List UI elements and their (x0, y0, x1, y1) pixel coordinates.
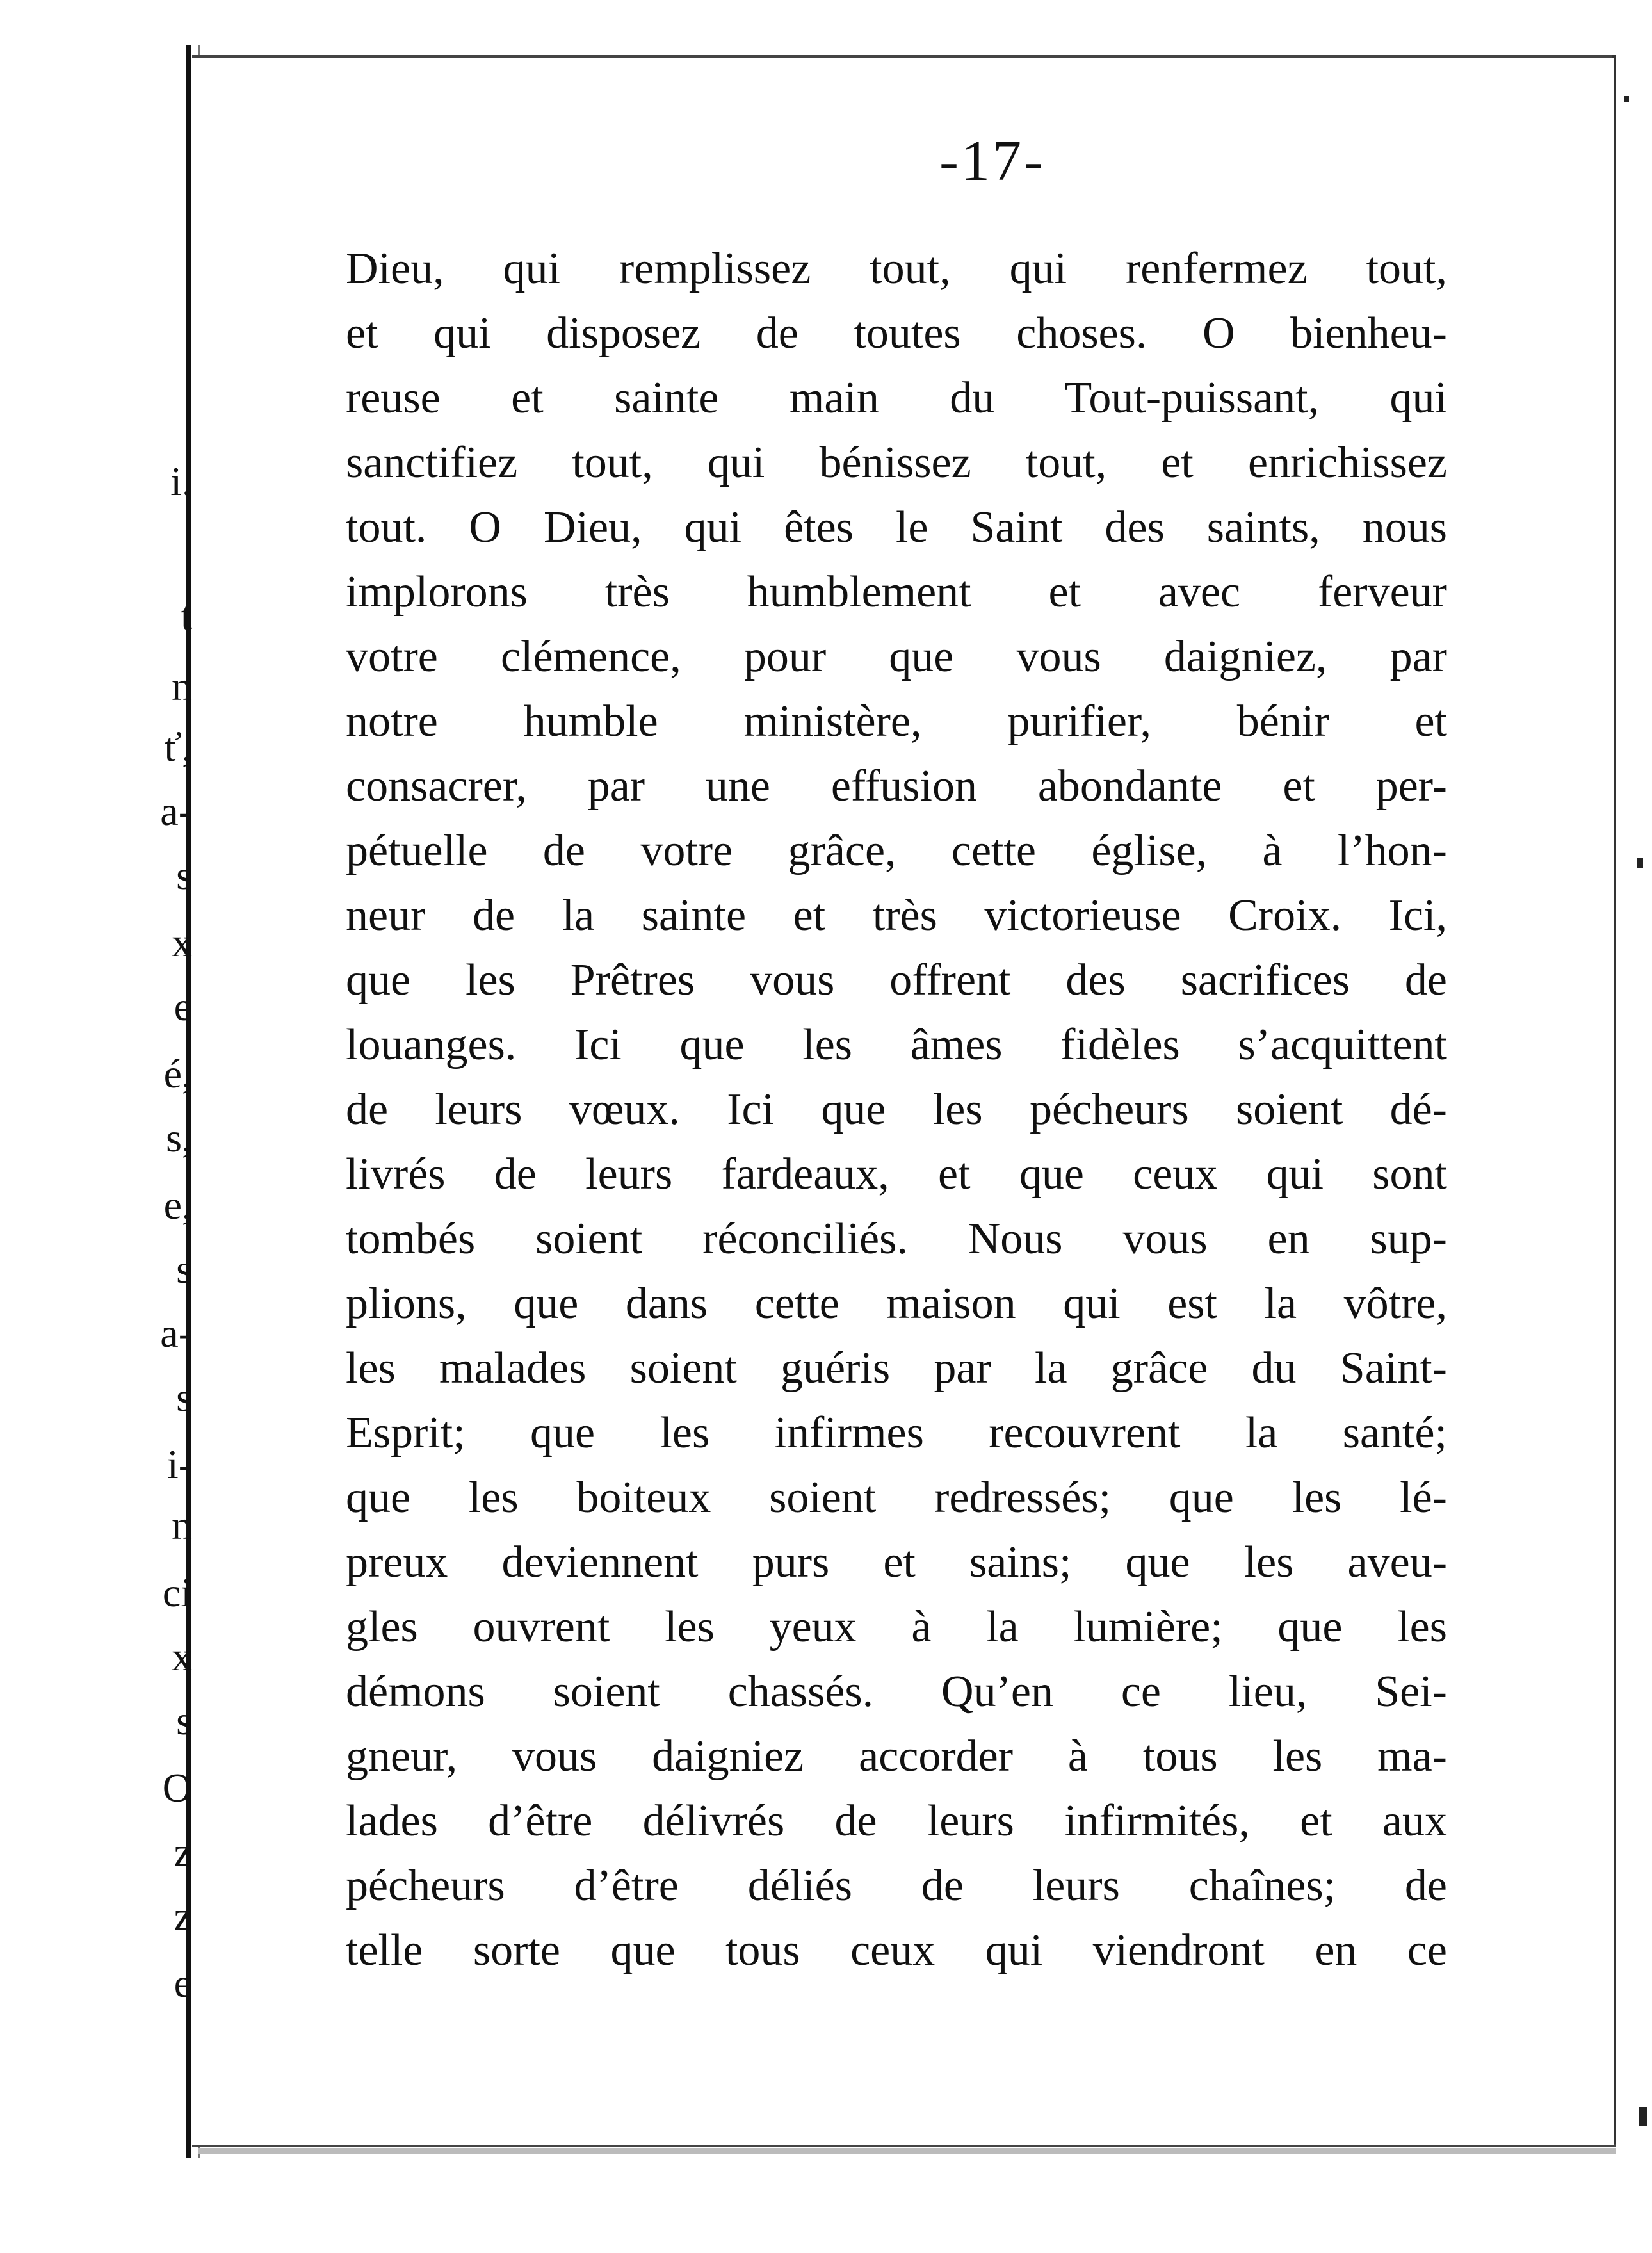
text-line-content: gles ouvrent les yeux à la lumière; que les (346, 1602, 1447, 1652)
text-line (346, 1078, 1447, 1143)
text-line (346, 625, 1447, 690)
fragment-glyph: x (172, 1634, 192, 1679)
fragment-glyph: n (172, 663, 192, 709)
fragment-glyph: n (172, 1502, 192, 1548)
fragment-glyph: a- (160, 1310, 192, 1356)
corner-mark (1639, 2107, 1647, 2126)
text-line (346, 366, 1447, 431)
text-line-content: et qui disposez de toutes choses. O bienheu- (346, 309, 1447, 358)
text-line-content: consacrer, par une effusion abondante et per- (346, 761, 1447, 811)
fragment-glyph: s (176, 1246, 192, 1292)
text-line-content: les malades soient guéris par la grâce du Saint- (346, 1344, 1447, 1393)
text-line-content: telle sorte que tous ceux qui viendront en ce (346, 1926, 1447, 1975)
text-line-content: louanges. Ici que les âmes fidèles s’acquittent (346, 1020, 1447, 1070)
corner-mark (1637, 858, 1643, 868)
text-line-content: pétuelle de votre grâce, cette église, à l’hon- (346, 826, 1447, 875)
text-line-content: sanctifiez tout, qui bénissez tout, et enrichissez (346, 438, 1447, 487)
text-line (346, 1595, 1447, 1660)
text-line (346, 1207, 1447, 1272)
text-line (346, 948, 1447, 1013)
text-line-content: que les Prêtres vous offrent des sacrifices de (346, 956, 1447, 1005)
fragment-glyph: e (174, 1960, 192, 2006)
fragment-glyph: i- (166, 1442, 192, 1487)
fragment-glyph: e, (163, 1182, 192, 1228)
text-line (346, 819, 1447, 884)
text-line-content: gneur, vous daigniez accorder à tous les ma- (346, 1732, 1447, 1781)
fragment-glyph: s, (166, 1115, 192, 1160)
fragment-glyph: a- (160, 788, 192, 834)
text-line (346, 560, 1447, 625)
text-line (346, 1919, 1447, 1983)
text-line-content: votre clémence, pour que vous daigniez, par (346, 632, 1447, 681)
fragment-glyph: ť, (164, 724, 192, 770)
fragment-glyph: e (174, 984, 192, 1029)
text-line (346, 1854, 1447, 1919)
text-line-content: implorons très humblement et avec ferveur (346, 567, 1447, 617)
page-number: -17- (939, 129, 1046, 193)
fragment-glyph: ci (162, 1570, 192, 1615)
text-line-content: tout. O Dieu, qui êtes le Saint des saints, nous (346, 503, 1447, 552)
text-line (346, 1466, 1447, 1531)
text-line (346, 1013, 1447, 1078)
fragment-glyph: s (176, 1698, 192, 1743)
text-line (346, 302, 1447, 366)
text-line (346, 1401, 1447, 1466)
text-line-content: tombés soient réconciliés. Nous vous en sup- (346, 1214, 1447, 1264)
text-line-content: lades d’être délivrés de leurs infirmités, et aux (346, 1796, 1447, 1846)
text-line-content: preux deviennent purs et sains; que les aveu- (346, 1538, 1447, 1587)
text-line (346, 1660, 1447, 1725)
text-line (346, 690, 1447, 754)
fragment-glyph: é, (163, 1051, 192, 1096)
body-text (346, 237, 1447, 1983)
text-line-content: de leurs vœux. Ici que les pécheurs soient dé- (346, 1085, 1447, 1134)
text-line (346, 1143, 1447, 1207)
fragment-glyph: z (174, 1893, 192, 1939)
text-line-content: notre humble ministère, purifier, bénir et (346, 697, 1447, 746)
text-line (346, 496, 1447, 560)
fragment-glyph: s (176, 1374, 192, 1420)
text-line (346, 1531, 1447, 1595)
page-shadow-bottom (198, 2148, 1616, 2154)
text-line-content: que les boiteux soient redressés; que les lé- (346, 1473, 1447, 1522)
fragment-glyph: t (181, 593, 192, 638)
text-line (346, 884, 1447, 948)
fragment-glyph: i. (170, 459, 192, 504)
text-line (346, 1272, 1447, 1337)
previous-page-fragment (0, 0, 192, 2253)
text-line (346, 1725, 1447, 1789)
fragment-glyph: s (176, 852, 192, 898)
text-line-content: livrés de leurs fardeaux, et que ceux qui sont (346, 1150, 1447, 1199)
text-line-content: reuse et sainte main du Tout-puissant, qui (346, 373, 1447, 423)
text-line (346, 237, 1447, 302)
text-line-content: plions, que dans cette maison qui est la vôtre, (346, 1279, 1447, 1328)
book-page (192, 58, 1614, 2145)
corner-mark (1624, 96, 1629, 102)
text-line-content: Dieu, qui remplissez tout, qui renfermez tout, (346, 244, 1447, 293)
fragment-glyph: O (162, 1765, 192, 1810)
fragment-glyph: x (172, 920, 192, 965)
text-line-content: neur de la sainte et très victorieuse Croix. Ici, (346, 891, 1447, 940)
text-line (346, 754, 1447, 819)
text-line-content: Esprit; que les infirmes recouvrent la santé; (346, 1408, 1447, 1458)
text-line-content: démons soient chassés. Qu’en ce lieu, Sei- (346, 1667, 1447, 1716)
text-line-content: pécheurs d’être déliés de leurs chaînes; de (346, 1861, 1447, 1910)
text-line (346, 1789, 1447, 1854)
text-line (346, 431, 1447, 496)
fragment-glyph: z (174, 1829, 192, 1875)
text-line (346, 1337, 1447, 1401)
